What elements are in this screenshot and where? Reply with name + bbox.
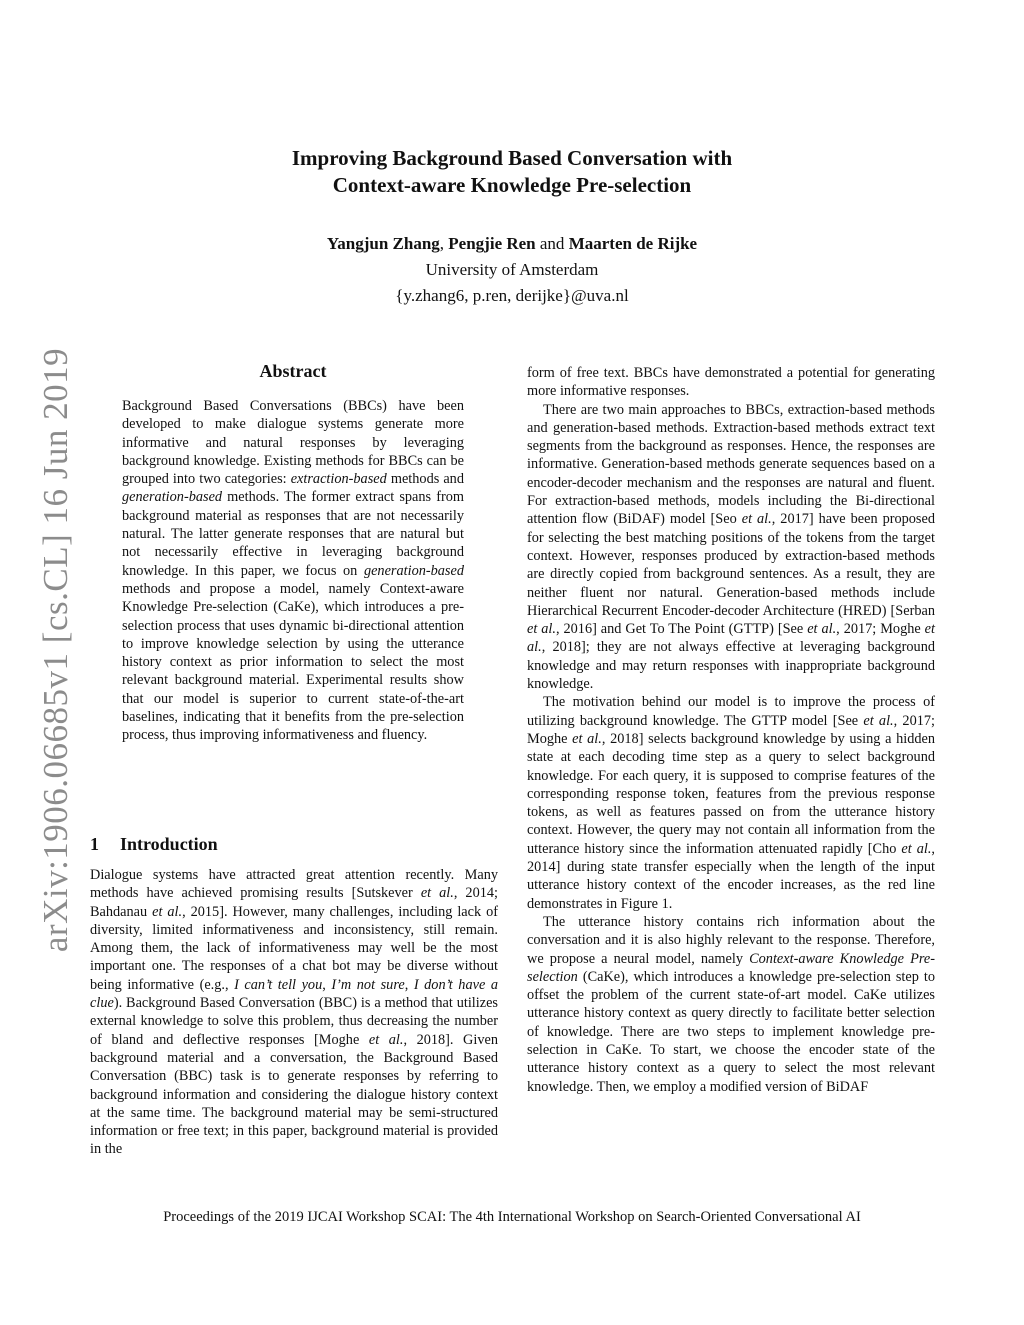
right-paragraph-4: The utterance history contains rich information about the conversation and it is also highly relevant to the response. Therefore, we propose a neural model, namely Context-aware Knowledge Pre-selection (CaKe), which introduces a knowledge pre-selection step to offset the problem of the current state-of-art model. CaKe utilizes utterance history context as query directly to facilitate better selection of knowledge. There are two steps to implement knowledge pre-selection in CaKe. To start, we choose the encoder state of the utterance history context as a query to select the most relevant knowledge. Then, we employ a modified version of BiDAF	[527, 913, 935, 1095]
section-heading-introduction	[90, 834, 218, 855]
author-name: Yangjun Zhang	[326, 234, 440, 253]
intro-paragraph: Dialogue systems have attracted great attention recently. Many methods have achieved promising results [Sutskever et al., 2014; Bahdanau et al., 2015]. However, many challenges, including lack of diversity, limited informativeness and inconsistency, still remain. Among them, the lack of informativeness may well be the most important one. The responses of a chat bot may be diverse without being informative (e.g., I can’t tell you, I’m not sure, I don’t have a clue). Background Based Conversation (BBC) is a method that utilizes external knowledge to solve this problem, thus decreasing the number of bland and deflective responses [Moghe et al., 2018]. Given background material and a conversation, the Background Based Conversation (BBC) task is to generate responses by referring to background information and considering the dialogue history context at the same time. The background material may be semi-structured information or free text; in this paper, background material is provided in the	[90, 867, 499, 1158]
abstract-paragraph: Background Based Conversations (BBCs) have been developed to make dialogue systems generate more informative and natural responses by leveraging background knowledge. Existing methods for BBCs can be grouped into two categories: extraction-based methods and generation-based methods. The former extract spans from background material as responses that are not necessarily natural. The latter generate responses that are natural but not necessarily effective in leveraging background knowledge. In this paper, we focus on generation-based methods and propose a model, namely Context-aware Knowledge Pre-selection (CaKe), which introduces a pre-selection process that uses dynamic bi-directional attention to improve knowledge selection by using the utterance history context as prior information to select the most relevant background material. Experimental results show that our model is superior to current state-of-the-art baselines, indicating that it benefits from the pre-selection process, thus improving informativeness and fluency.	[122, 398, 464, 744]
abstract-body	[122, 397, 464, 745]
page-footer: Proceedings of the 2019 IJCAI Workshop SCAI: The 4th International Workshop on Search-Oriented Conversational AI	[163, 1209, 861, 1225]
title-line-1: Improving Background Based Conversation with	[291, 146, 733, 170]
abstract-heading: Abstract	[259, 361, 327, 381]
author-names	[0, 231, 1024, 257]
affiliation: University of Amsterdam	[425, 260, 599, 279]
title-line-2: Context-aware Knowledge Pre-selection	[332, 173, 692, 197]
introduction-body	[90, 866, 498, 1159]
right-column-body	[527, 364, 935, 1096]
author-block	[0, 231, 1024, 309]
author-name: Pengjie Ren	[448, 234, 536, 253]
paper-title	[0, 145, 1024, 199]
author-email: {y.zhang6, p.ren, derijke}@uva.nl	[395, 286, 629, 305]
author-separator: and	[539, 234, 565, 253]
author-separator: ,	[439, 234, 445, 253]
section-number: 1	[90, 834, 99, 854]
right-paragraph-3: The motivation behind our model is to improve the process of utilizing background knowledge. The GTTP model [See et al., 2017; Moghe et al., 2018] selects background knowledge by using a hidden state at each decoding time step as a query to select background knowledge. For each query, it is supposed to comprise features of the corresponding response token, features from the previous response tokens, as well as features passed on from the utterance history context. However, the query may not contain all information from the utterance history since the information attenuated rapidly [Cho et al., 2014] during state transfer especially when the length of the input utterance history context of the encoder increases, as the red line demonstrates in Figure 1.	[527, 694, 935, 912]
right-paragraph-1: form of free text. BBCs have demonstrated a potential for generating more informative responses.	[527, 365, 935, 400]
arxiv-identifier-stamp: arXiv:1906.06685v1 [cs.CL] 16 Jun 2019	[36, 347, 75, 953]
section-title: Introduction	[120, 834, 218, 854]
author-name: Maarten de Rijke	[568, 234, 698, 253]
right-paragraph-2: There are two main approaches to BBCs, extraction-based methods and generation-based methods. Extraction-based methods extract text segments from the background as responses. Hence, the responses are informative. Generation-based methods generate sequences based on a encoder-decoder mechanism and the responses are natural and fluent. For extraction-based methods, models including the Bi-directional attention flow (BiDAF) model [Seo et al., 2017] have been proposed for selecting the best matching positions of the tokens from the target context. However, responses produced by extraction-based methods are directly copied from background sentences. As a result, they are neither fluent nor natural. Generation-based methods include Hierarchical Recurrent Encoder-decoder Architecture (HRED) [Serban et al., 2016] and Get To The Point (GTTP) [See et al., 2017; Moghe et al., 2018]; they are not always effective at leveraging background knowledge and may return responses with inappropriate background knowledge.	[527, 401, 935, 693]
